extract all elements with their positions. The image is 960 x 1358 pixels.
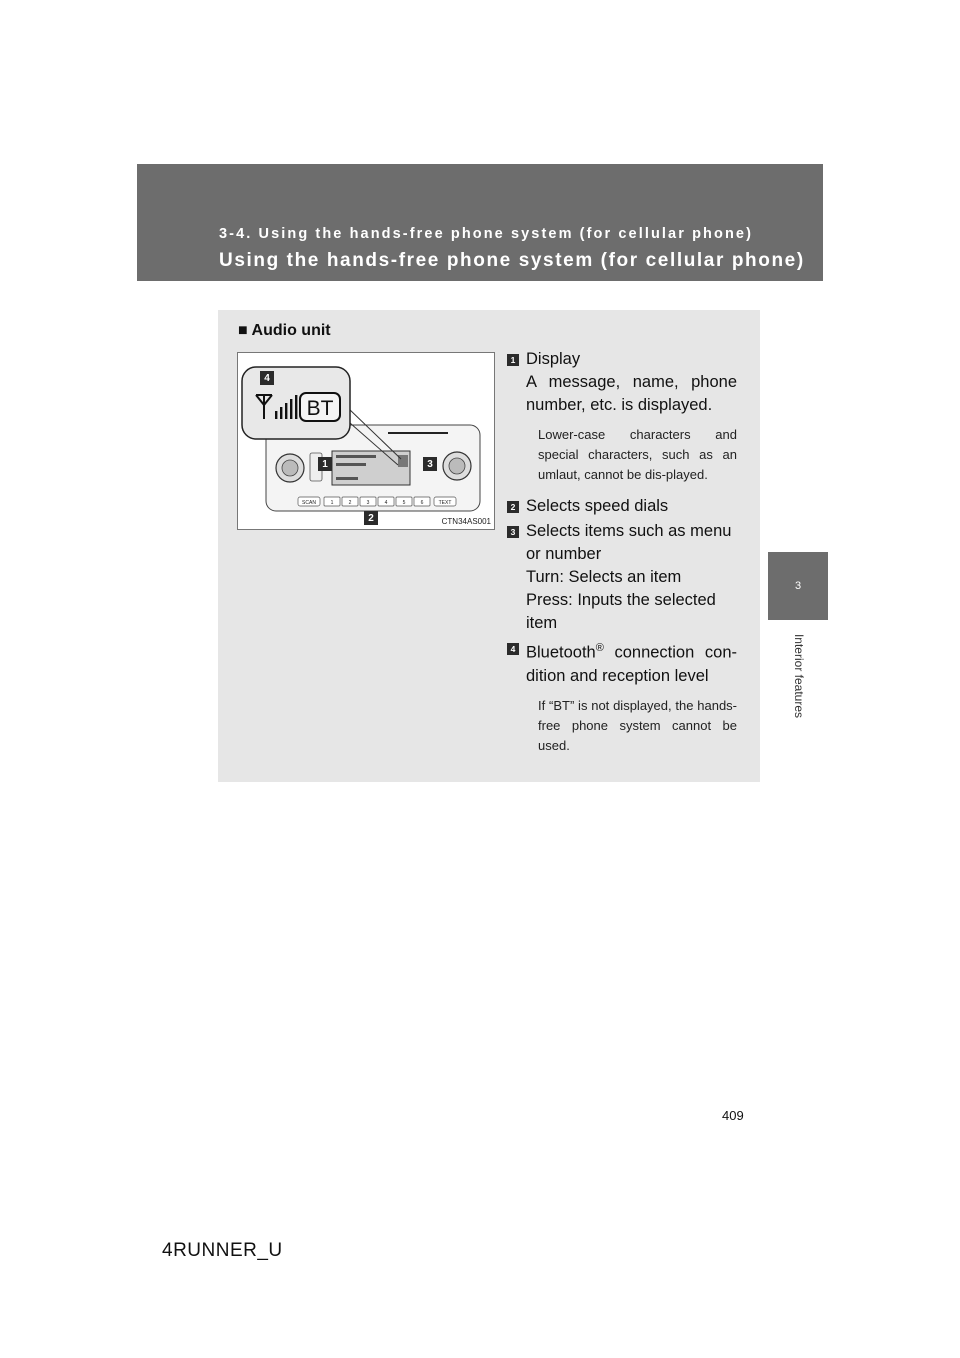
volume-knob-inner (282, 460, 298, 476)
page-title: Using the hands-free phone system (for cellular phone) (219, 250, 805, 271)
display-line (336, 455, 376, 458)
audio-unit-figure (237, 352, 495, 530)
title-suffix: connection con-dition and reception level (526, 643, 737, 685)
callout-3: 3 (423, 457, 437, 471)
scan-label: SCAN (302, 500, 316, 506)
display-line (336, 477, 358, 480)
box-heading (238, 322, 331, 340)
callout-1: 1 (318, 457, 332, 471)
preset-label: 2 (348, 500, 352, 506)
item-line: Turn: Selects an item (526, 568, 682, 586)
list-item (507, 495, 737, 518)
registered-mark: ® (595, 642, 604, 654)
display-indicator (398, 455, 408, 467)
document-id: 4RUNNER_U (162, 1240, 283, 1261)
item-title: Selects speed dials (526, 497, 669, 515)
figure-code: CTN34AS001 (441, 517, 491, 526)
bluetooth-word: Bluetooth (526, 643, 596, 662)
item-badge: 3 (507, 526, 519, 538)
heading-text: Audio unit (251, 322, 331, 339)
item-list (507, 348, 737, 766)
item-badge: 1 (507, 354, 519, 366)
list-item (507, 520, 737, 635)
item-line: Press: Inputs the selected item (526, 591, 716, 632)
section-label: 3-4. Using the hands-free phone system (for cellular phone) (219, 226, 753, 242)
item-badge: 2 (507, 501, 519, 513)
item-badge: 4 (507, 643, 519, 655)
chapter-number: 3 (794, 580, 802, 592)
display-line (336, 463, 366, 466)
page-number: 409 (722, 1108, 744, 1123)
preset-label: 5 (402, 500, 406, 506)
tune-select-knob-inner (449, 458, 465, 474)
callout-4: 4 (260, 371, 274, 385)
item-title: Selects items such as menu or number (526, 522, 732, 563)
audio-unit-illustration (238, 353, 494, 529)
item-note: Lower-case characters and special characters, such as an umlaut, cannot be dis-played. (538, 427, 737, 482)
chapter-label: Interior features (792, 633, 806, 719)
preset-label: 6 (420, 500, 424, 506)
preset-label: 3 (366, 500, 370, 506)
preset-label: 1 (330, 500, 334, 506)
bt-indicator-text: BT (306, 397, 334, 420)
text-label: TEXT (438, 500, 452, 506)
content-box (218, 310, 760, 782)
list-item (507, 348, 737, 485)
item-line: A message, name, phone number, etc. is displayed. (526, 373, 737, 414)
preset-label: 4 (384, 500, 388, 506)
item-note: If “BT” is not displayed, the hands-free phone system cannot be used. (538, 697, 737, 753)
heading-marker: ■ (238, 322, 248, 339)
list-item (507, 637, 737, 756)
item-title: Display (526, 350, 581, 368)
item-title (526, 637, 737, 688)
callout-2: 2 (364, 511, 378, 525)
chapter-tab[interactable] (768, 552, 828, 620)
